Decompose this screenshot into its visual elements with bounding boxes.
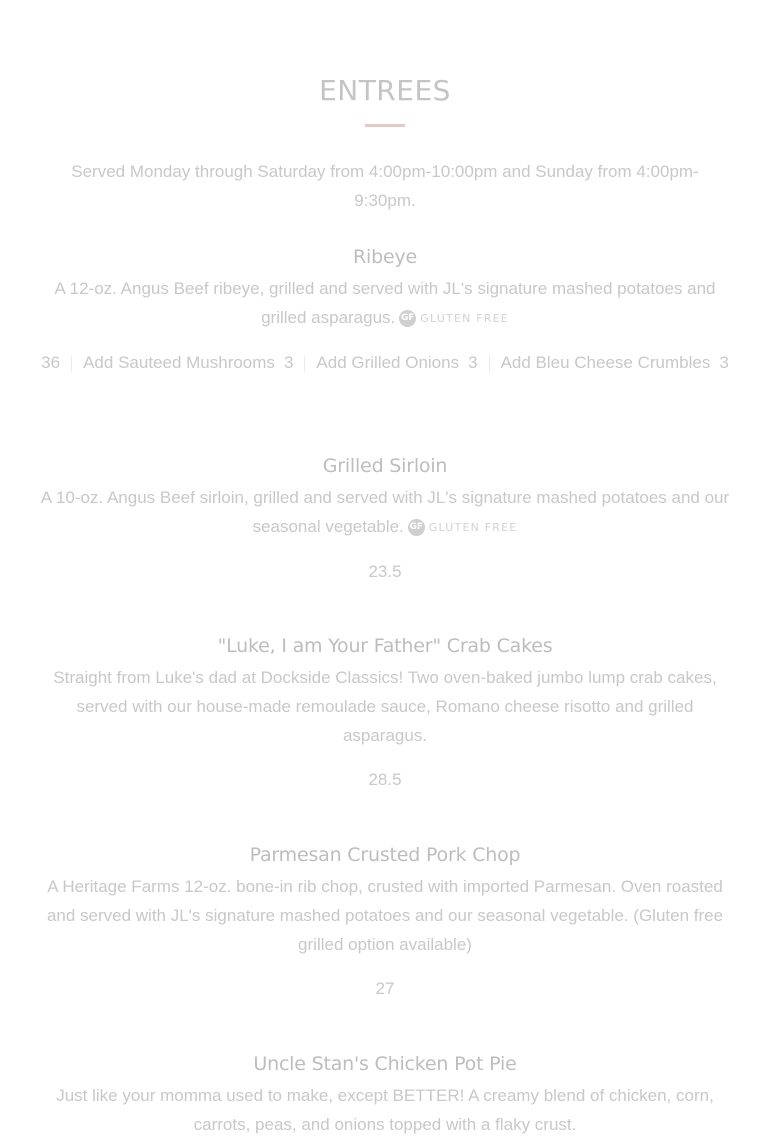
addon-price: 3 [283,353,294,373]
item-description-text: A 12-oz. Angus Beef ribeye, grilled and served with JL's signature mashed potatoes and grilled asparagus. [54,279,716,327]
item-name: Grilled Sirloin [322,455,448,477]
gluten-free-icon: GF [399,310,416,327]
item-name: "Luke, I am Your Father" Crab Cakes [217,635,553,657]
item-name: Parmesan Crusted Pork Chop [249,844,521,866]
addon-label: Add Grilled Onions [316,353,460,373]
menu-item-grilled-sirloin [30,455,740,586]
gluten-free-badge [408,513,518,542]
service-hours: Served Monday through Saturday from 4:00pm-10:00pm and Sunday from 4:00pm-9:30pm. [71,162,699,210]
gluten-free-icon: GF [408,519,425,536]
price-row [30,765,740,794]
price-row [30,974,740,1003]
title-divider [365,124,405,127]
price-row [30,348,740,377]
item-description: Straight from Luke's dad at Dockside Classics! Two oven-baked jumbo lump crab cakes, served with our house-made remoulade sauce, Romano cheese risotto and grilled asparagus. [53,668,717,745]
gluten-free-label: GLUTEN FREE [420,312,509,326]
menu-item-pork-chop [30,844,740,1003]
addon-label: Add Bleu Cheese Crumbles [500,353,711,373]
item-price: 23.5 [368,562,402,582]
item-price: 36 [41,353,61,373]
gluten-free-label: GLUTEN FREE [428,521,518,535]
price-row [30,557,740,586]
item-price: 27 [375,979,395,998]
menu-item-crab-cakes [30,635,740,794]
item-name: Uncle Stan's Chicken Pot Pie [253,1053,517,1075]
item-description: A Heritage Farms 12-oz. bone-in rib chop, crusted with imported Parmesan. Oven roasted and served with JL's signature mashed potatoes and our seasonal vegetable. (Gluten free grilled option available) [46,877,724,954]
price-separator [489,356,490,372]
item-description-text: A 10-oz. Angus Beef sirloin, grilled and served with JL's signature mashed potatoes and our seasonal vegetable. [40,488,730,536]
gluten-free-badge [399,304,509,333]
price-separator [304,356,305,372]
item-name: Ribeye [353,246,417,268]
item-description [30,483,740,542]
item-description [30,274,740,333]
item-price: 28.5 [368,770,402,789]
menu-item-ribeye [30,246,740,377]
item-description: Just like your momma used to make, except BETTER! A creamy blend of chicken, corn, carrots, peas, and onions topped with a flaky crust. [56,1086,714,1134]
menu-item-chicken-pot-pie [30,1053,740,1139]
price-separator [71,356,72,372]
addon-price: 3 [468,353,478,373]
addon-label: Add Sauteed Mushrooms [83,353,275,373]
section-title: ENTREES [319,74,451,107]
addon-price: 3 [719,353,729,373]
